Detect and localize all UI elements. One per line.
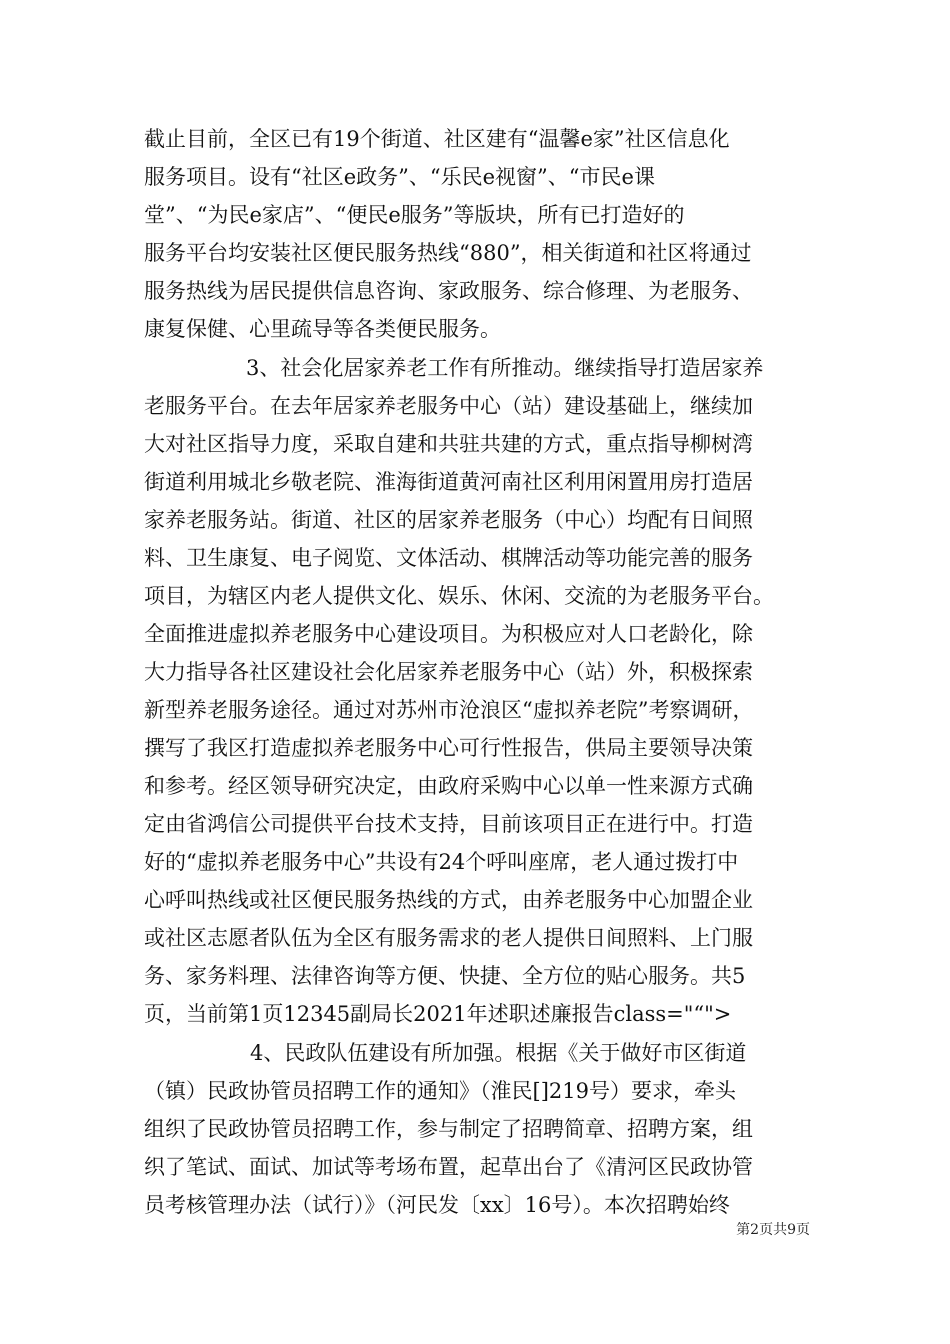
text-line: 或社区志愿者队伍为全区有服务需求的老人提供日间照料、上门服 bbox=[144, 926, 753, 950]
text-line: 组织了民政协管员招聘工作，参与制定了招聘简章、招聘方案，组 bbox=[144, 1117, 753, 1141]
text-line: 务、家务料理、法律咨询等方便、快捷、全方位的贴心服务。共5 bbox=[144, 964, 746, 988]
text-line: 织了笔试、面试、加试等考场布置，起草出台了《清河区民政协管 bbox=[144, 1155, 753, 1179]
text-line: 全面推进虚拟养老服务中心建设项目。为积极应对人口老龄化，除 bbox=[144, 622, 753, 646]
section-heading-line: 3、社会化居家养老工作有所推动。继续指导打造居家养 bbox=[246, 356, 764, 380]
text-line: 料、卫生康复、电子阅览、文体活动、棋牌活动等功能完善的服务 bbox=[144, 546, 753, 570]
text-line: 大力指导各社区建设社会化居家养老服务中心（站）外，积极探索 bbox=[144, 660, 753, 684]
text-line: 项目，为辖区内老人提供文化、娱乐、休闲、交流的为老服务平台。 bbox=[144, 584, 774, 608]
text-line: 服务项目。设有“社区e政务”、“乐民e视窗”、“市民e课 bbox=[144, 165, 655, 189]
text-line: 老服务平台。在去年居家养老服务中心（站）建设基础上，继续加 bbox=[144, 394, 753, 418]
page-number-footer: 第2页共9页 bbox=[736, 1222, 810, 1238]
text-line: 页，当前第1页12345副局长2021年述职述廉报告class="“"> bbox=[144, 1002, 732, 1026]
text-line: 好的“虚拟养老服务中心”共设有24个呼叫座席，老人通过拨打中 bbox=[144, 850, 739, 874]
text-line: 服务平台均安装社区便民服务热线“880”，相关街道和社区将通过 bbox=[144, 241, 752, 265]
text-line: 家养老服务站。街道、社区的居家养老服务（中心）均配有日间照 bbox=[144, 508, 753, 532]
text-line: 街道利用城北乡敬老院、淮海街道黄河南社区利用闲置用房打造居 bbox=[144, 470, 753, 494]
document-body bbox=[144, 120, 808, 1224]
text-line: 服务热线为居民提供信息咨询、家政服务、综合修理、为老服务、 bbox=[144, 279, 753, 303]
text-line: 撰写了我区打造虚拟养老服务中心可行性报告，供局主要领导决策 bbox=[144, 736, 753, 760]
text-line: 大对社区指导力度，采取自建和共驻共建的方式，重点指导柳树湾 bbox=[144, 432, 753, 456]
text-line: 定由省鸿信公司提供平台技术支持，目前该项目正在进行中。打造 bbox=[144, 812, 753, 836]
text-line: （镇）民政协管员招聘工作的通知》（淮民[]219号）要求，牵头 bbox=[144, 1079, 736, 1103]
text-line: 康复保健、心里疏导等各类便民服务。 bbox=[144, 317, 501, 341]
text-line: 心呼叫热线或社区便民服务热线的方式，由养老服务中心加盟企业 bbox=[144, 888, 753, 912]
section-heading-line: 4、民政队伍建设有所加强。根据《关于做好市区街道 bbox=[250, 1041, 747, 1065]
text-line: 和参考。经区领导研究决定，由政府采购中心以单一性来源方式确 bbox=[144, 774, 753, 798]
text-line: 新型养老服务途径。通过对苏州市沧浪区“虚拟养老院”考察调研， bbox=[144, 698, 754, 722]
text-line: 员考核管理办法（试行）》（河民发〔xx〕16号）。本次招聘始终 bbox=[144, 1193, 730, 1217]
text-line: 堂”、“为民e家店”、“便民e服务”等版块，所有已打造好的 bbox=[144, 203, 685, 227]
text-line: 截止目前，全区已有19个街道、社区建有“温馨e家”社区信息化 bbox=[144, 127, 730, 151]
